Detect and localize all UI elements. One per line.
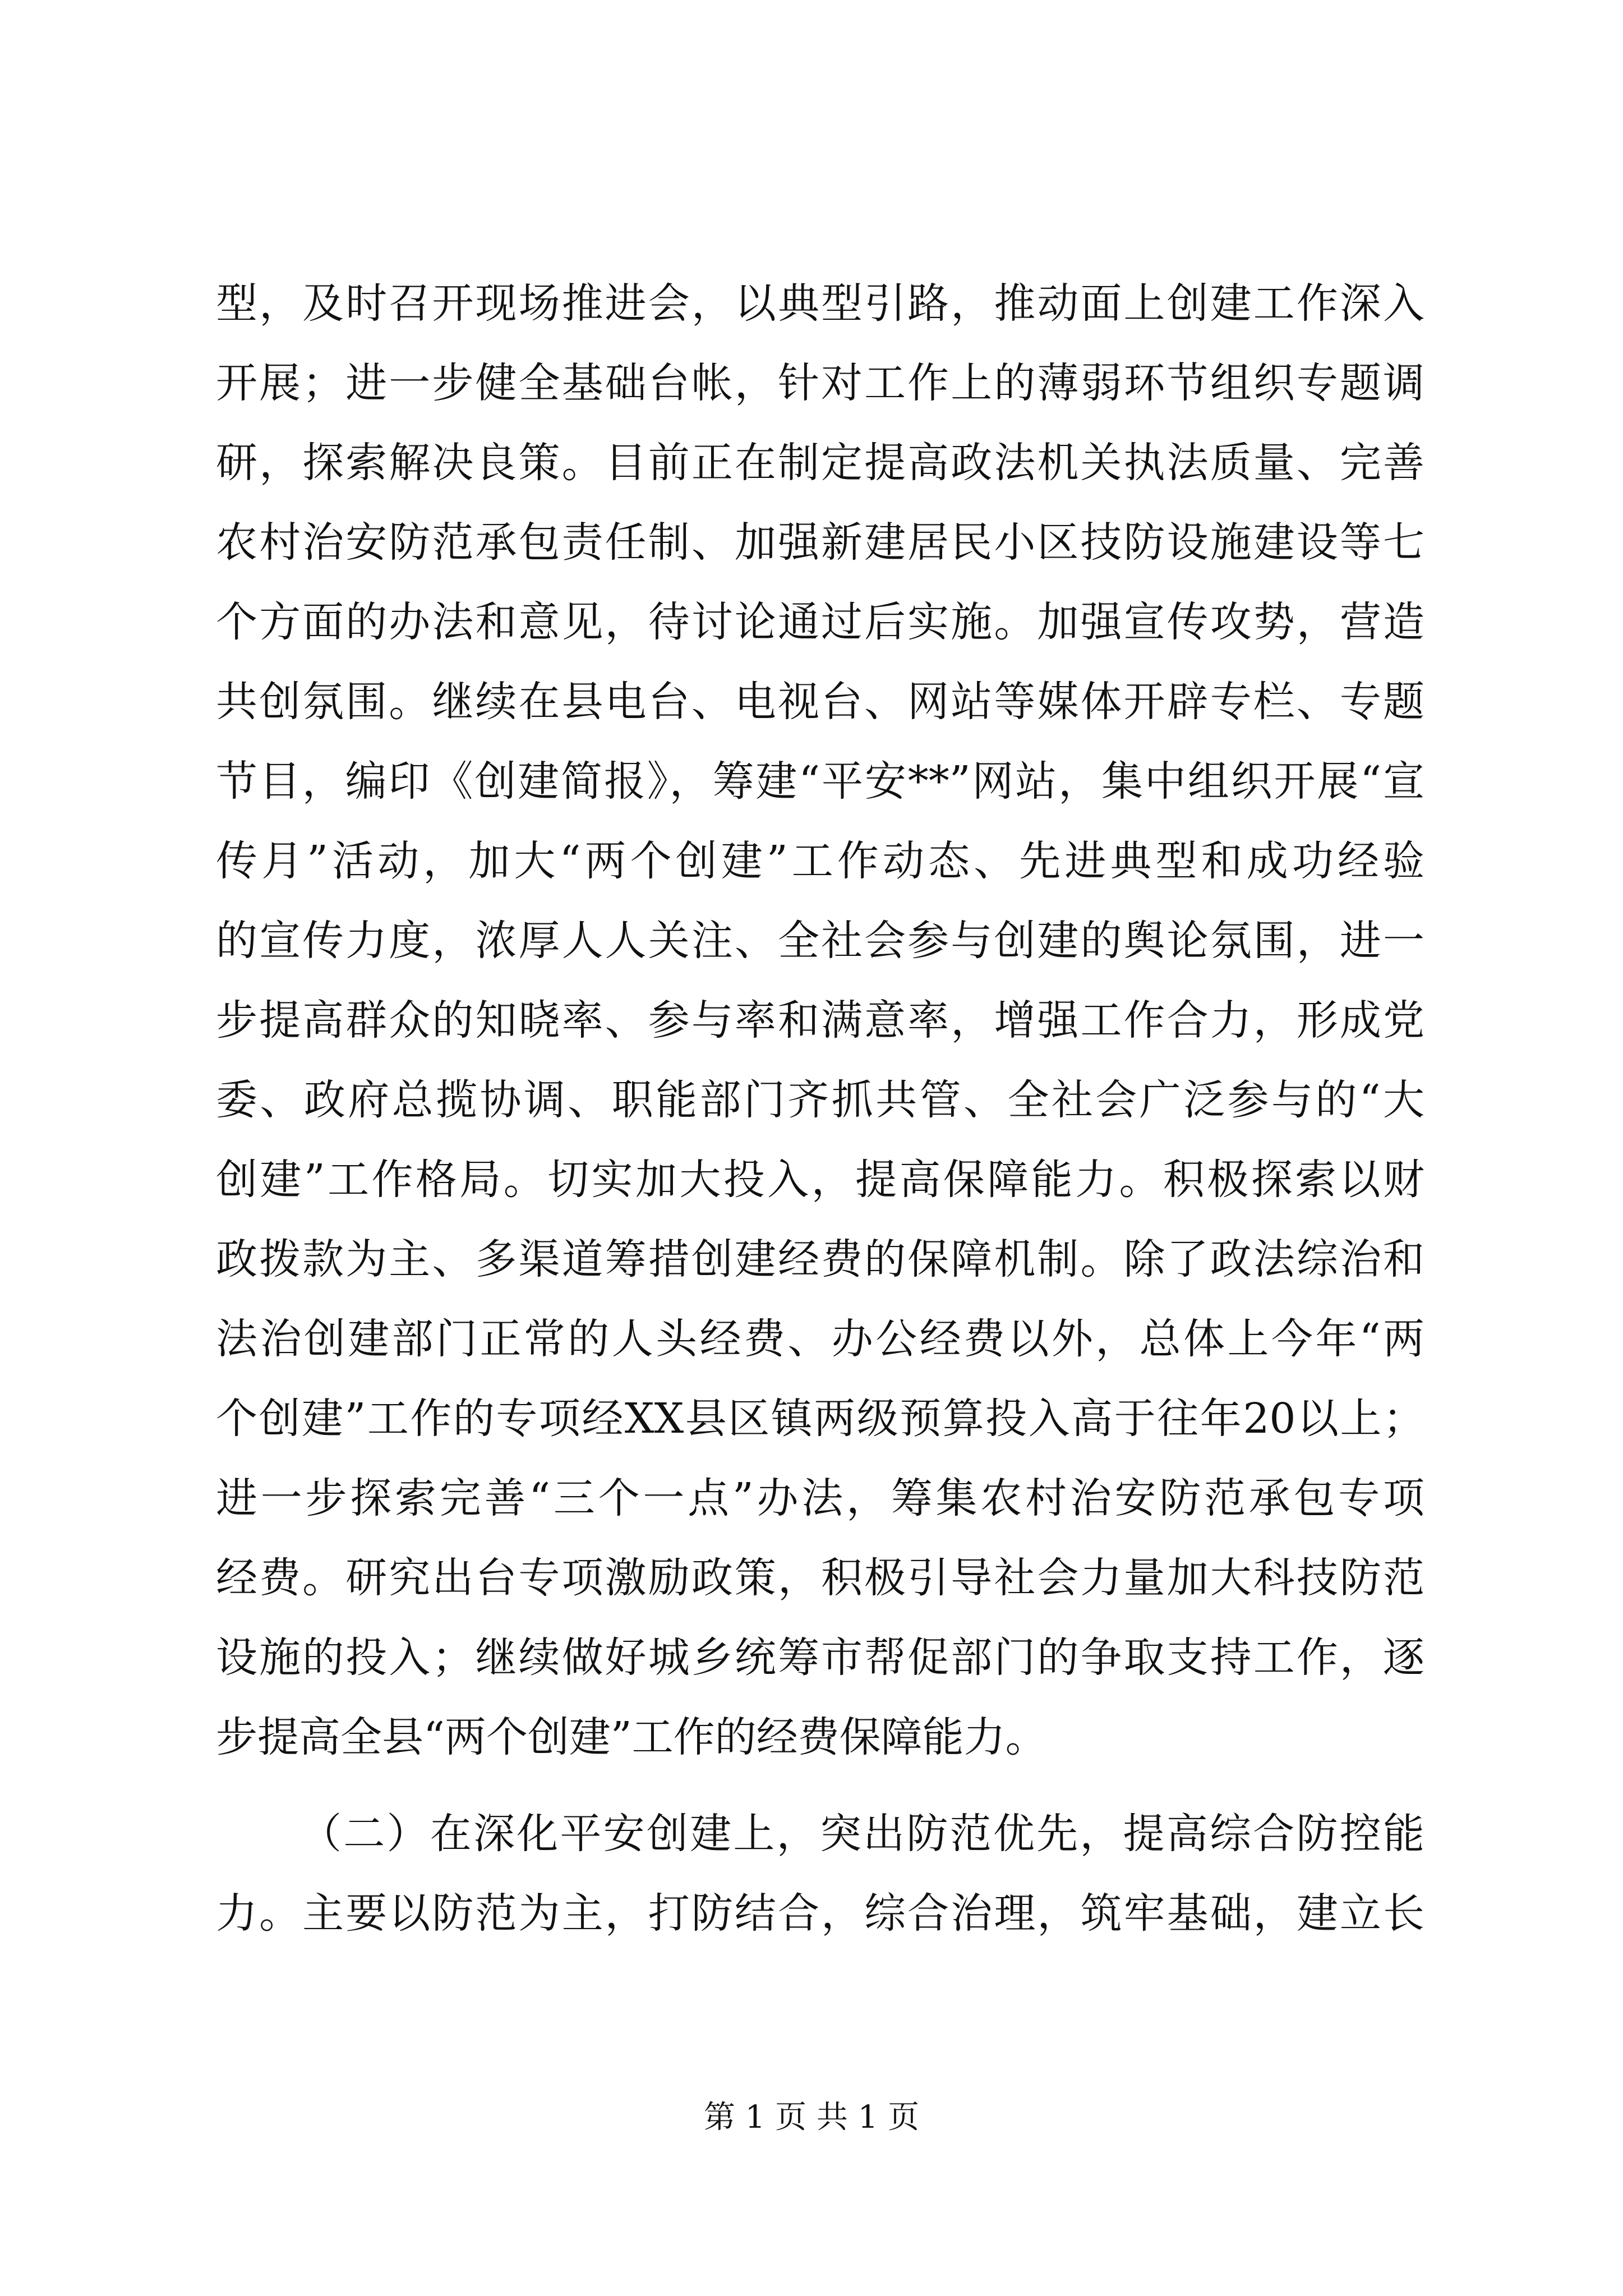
text-line: 经费。研究出台专项激励政策，积极引导社会力量加大科技防范 (216, 1554, 1424, 1602)
text-line: 农村治安防范承包责任制、加强新建居民小区技防设施建设等七 (216, 518, 1424, 567)
paragraph-2-line: 力。主要以防范为主，打防结合，综合治理，筑牢基础，建立长 (216, 1889, 1424, 1938)
text-line: 的宣传力度，浓厚人人关注、全社会参与创建的舆论氛围，进一 (216, 917, 1424, 965)
text-line: 委、政府总揽协调、职能部门齐抓共管、全社会广泛参与的“大 (216, 1076, 1424, 1124)
text-line: 步提高全县“两个创建”工作的经费保障能力。 (216, 1713, 1047, 1761)
text-line: 进一步探索完善“三个一点”办法，筹集农村治安防范承包专项 (216, 1474, 1424, 1522)
paragraph-2-line: （二）在深化平安创建上，突出防范优先，提高综合防控能 (300, 1810, 1424, 1858)
paragraph-gap (216, 1777, 1424, 1794)
text-line: 共创氛围。继续在县电台、电视台、网站等媒体开辟专栏、专题 (216, 678, 1424, 726)
body-text (216, 264, 1424, 1953)
text-line: 型，及时召开现场推进会，以典型引路，推动面上创建工作深入 (216, 279, 1424, 328)
text-line: 法治创建部门正常的人头经费、办公经费以外，总体上今年“两 (216, 1315, 1424, 1363)
text-line: 研，探索解决良策。目前正在制定提高政法机关执法质量、完善 (216, 439, 1424, 487)
text-line: 节目，编印《创建简报》，筹建“平安**”网站，集中组织开展“宣 (216, 757, 1424, 806)
text-line: 政拨款为主、多渠道筹措创建经费的保障机制。除了政法综治和 (216, 1235, 1424, 1283)
text-line: 创建”工作格局。切实加大投入，提高保障能力。积极探索以财 (216, 1156, 1424, 1204)
text-line: 开展；进一步健全基础台帐，针对工作上的薄弱环节组织专题调 (216, 359, 1424, 407)
text-line: 步提高群众的知晓率、参与率和满意率，增强工作合力，形成党 (216, 996, 1424, 1045)
text-line: 设施的投入；继续做好城乡统筹市帮促部门的争取支持工作，逐 (216, 1634, 1424, 1682)
text-line: 传月”活动，加大“两个创建”工作动态、先进典型和成功经验 (216, 837, 1424, 885)
text-line: 个方面的办法和意见，待讨论通过后实施。加强宣传攻势，营造 (216, 598, 1424, 646)
text-line: 个创建”工作的专项经XX县区镇两级预算投入高于往年20以上； (216, 1395, 1424, 1443)
page-footer: 第 1 页 共 1 页 (703, 2099, 920, 2136)
